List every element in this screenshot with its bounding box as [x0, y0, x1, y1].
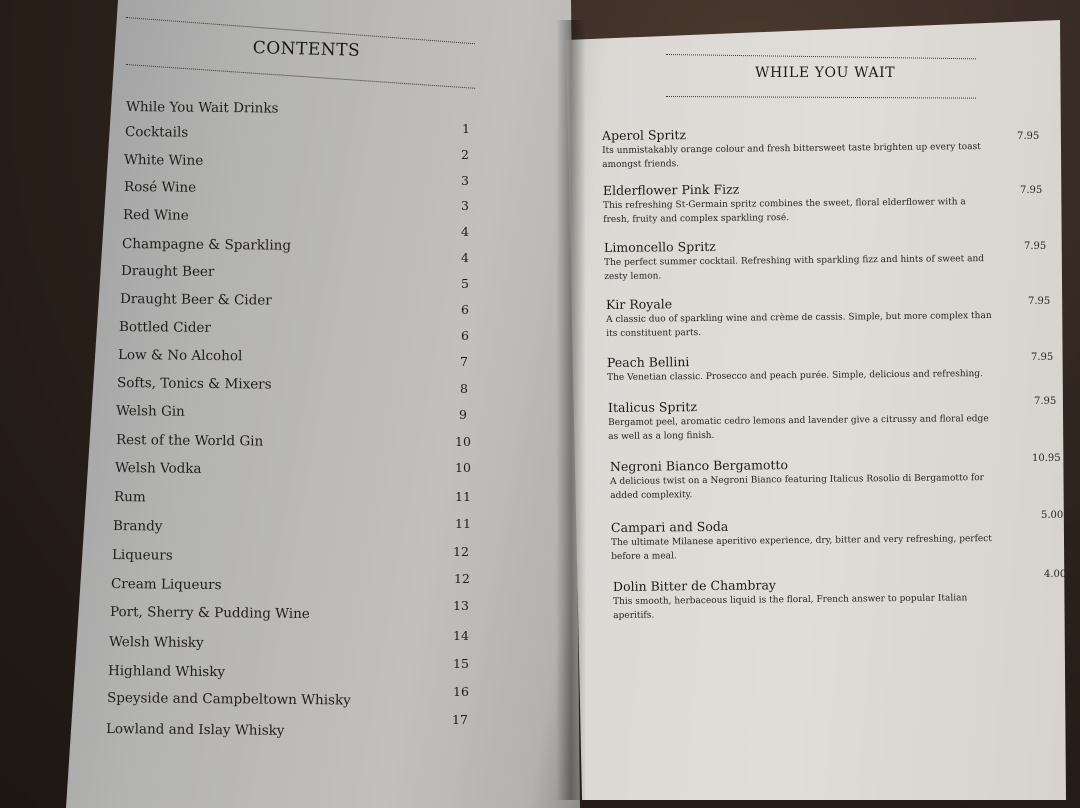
drink-name: Kir Royale — [605, 296, 673, 312]
contents-item-page: 16 — [453, 684, 469, 699]
drink-name: Italicus Spritz — [607, 399, 698, 415]
drink-price: 7.95 — [1034, 396, 1057, 407]
while-you-wait-title: WHILE YOU WAIT — [755, 65, 896, 81]
contents-item-label: Welsh Gin — [115, 403, 185, 420]
drink-description: The ultimate Milanese aperitivo experience, dry, bitter and very refreshing, perfect before a meal. — [611, 534, 992, 562]
contents-item-label: Rest of the World Gin — [115, 432, 264, 450]
drink-name: Aperol Spritz — [601, 127, 687, 143]
contents-item-page: 12 — [453, 544, 469, 559]
contents-item-page: 7 — [460, 354, 468, 369]
contents-item-page: 4 — [461, 224, 469, 239]
drink-description: The perfect summer cocktail. Refreshing with sparkling fizz and hints of sweet and zesty lemon. — [604, 254, 985, 282]
contents-title: CONTENTS — [252, 38, 361, 61]
contents-item-page: 10 — [455, 460, 471, 475]
drink-description: The Venetian classic. Prosecco and peach purée. Simple, delicious and refreshing. — [607, 369, 983, 383]
contents-item-label: Bottled Cider — [118, 319, 211, 336]
drink-name: Elderflower Pink Fizz — [602, 181, 740, 198]
drink-price: 7.95 — [1031, 352, 1054, 363]
drink-description: A delicious twist on a Negroni Bianco featuring Italicus Rosolio di Bergamotto for added complexity. — [610, 473, 985, 501]
contents-item-page: 2 — [461, 147, 469, 162]
drink-name: Campari and Soda — [610, 518, 729, 535]
drink-price: 7.95 — [1017, 131, 1040, 142]
contents-item-label: Draught Beer & Cider — [119, 291, 272, 309]
contents-item-label: White Wine — [123, 152, 204, 169]
contents-item-label: Speyside and Campbeltown Whisky — [106, 690, 351, 709]
contents-item-page: 11 — [455, 489, 471, 504]
drink-name: Negroni Bianco Bergamotto — [609, 457, 789, 474]
contents-item-page: 14 — [453, 628, 469, 643]
drink-price: 7.95 — [1024, 241, 1047, 252]
contents-item-label: Highland Whisky — [107, 663, 226, 681]
drink-price: 10.95 — [1032, 453, 1061, 464]
contents-item-label: Welsh Whisky — [108, 634, 204, 651]
contents-item-page: 5 — [461, 276, 469, 291]
drink-description: A classic duo of sparkling wine and crème de cassis. Simple, but more complex than its constituent parts. — [606, 310, 992, 339]
contents-item-label: Red Wine — [122, 207, 189, 224]
contents-item-label: Draught Beer — [120, 263, 215, 280]
drink-price: 5.00 — [1041, 510, 1064, 521]
drink-description: This refreshing St-Germain spritz combines the sweet, floral elderflower with a fresh, fruity and complex sparkling rosé. — [603, 197, 966, 225]
contents-item-page: 11 — [455, 516, 471, 531]
contents-item-page: 6 — [461, 328, 469, 343]
contents-item-page: 9 — [459, 407, 467, 422]
drink-price: 7.95 — [1020, 185, 1043, 196]
contents-item-page: 12 — [454, 571, 470, 586]
contents-item-label: Cream Liqueurs — [110, 576, 222, 594]
drink-description: Bergamot peel, aromatic cedro lemons and lavender give a citrussy and floral edge as well as a long finish. — [608, 414, 989, 442]
contents-item-page: 17 — [452, 712, 468, 727]
contents-item-page: 1 — [462, 121, 470, 136]
contents-item-label: Softs, Tonics & Mixers — [116, 375, 272, 393]
drink-description: This smooth, herbaceous liquid is the floral, French answer to popular Italian aperitifs. — [613, 593, 968, 621]
drink-price: 4.00 — [1044, 569, 1067, 580]
contents-item-label: Rum — [113, 489, 146, 506]
book-gutter — [556, 20, 586, 800]
drink-price: 7.95 — [1028, 296, 1051, 307]
contents-item-page: 3 — [461, 198, 469, 213]
contents-item-page: 6 — [461, 302, 469, 317]
contents-item-label: Rosé Wine — [123, 179, 197, 196]
contents-item-label: Lowland and Islay Whisky — [105, 721, 285, 739]
contents-item-label: Brandy — [112, 518, 163, 535]
contents-item-label: Cocktails — [124, 124, 189, 141]
contents-item-label: Low & No Alcohol — [117, 347, 243, 365]
drink-description: Its unmistakably orange colour and fresh bittersweet taste brighten up every toast amongst friends. — [602, 142, 981, 170]
contents-item-page: 4 — [461, 250, 469, 265]
contents-item-label: While You Wait Drinks — [125, 99, 279, 117]
contents-item-label: Liqueurs — [111, 547, 173, 564]
contents-item-page: 13 — [453, 598, 469, 613]
contents-item-label: Welsh Vodka — [114, 460, 202, 477]
contents-item-page: 8 — [460, 381, 468, 396]
contents-item-label: Champagne & Sparkling — [121, 236, 292, 254]
drink-name: Dolin Bitter de Chambray — [612, 577, 777, 594]
drink-name: Limoncello Spritz — [603, 238, 716, 255]
drink-name: Peach Bellini — [606, 354, 690, 370]
contents-item-page: 10 — [455, 434, 471, 449]
contents-item-page: 3 — [461, 173, 469, 188]
contents-item-label: Port, Sherry & Pudding Wine — [109, 604, 310, 623]
contents-item-page: 15 — [453, 656, 469, 671]
